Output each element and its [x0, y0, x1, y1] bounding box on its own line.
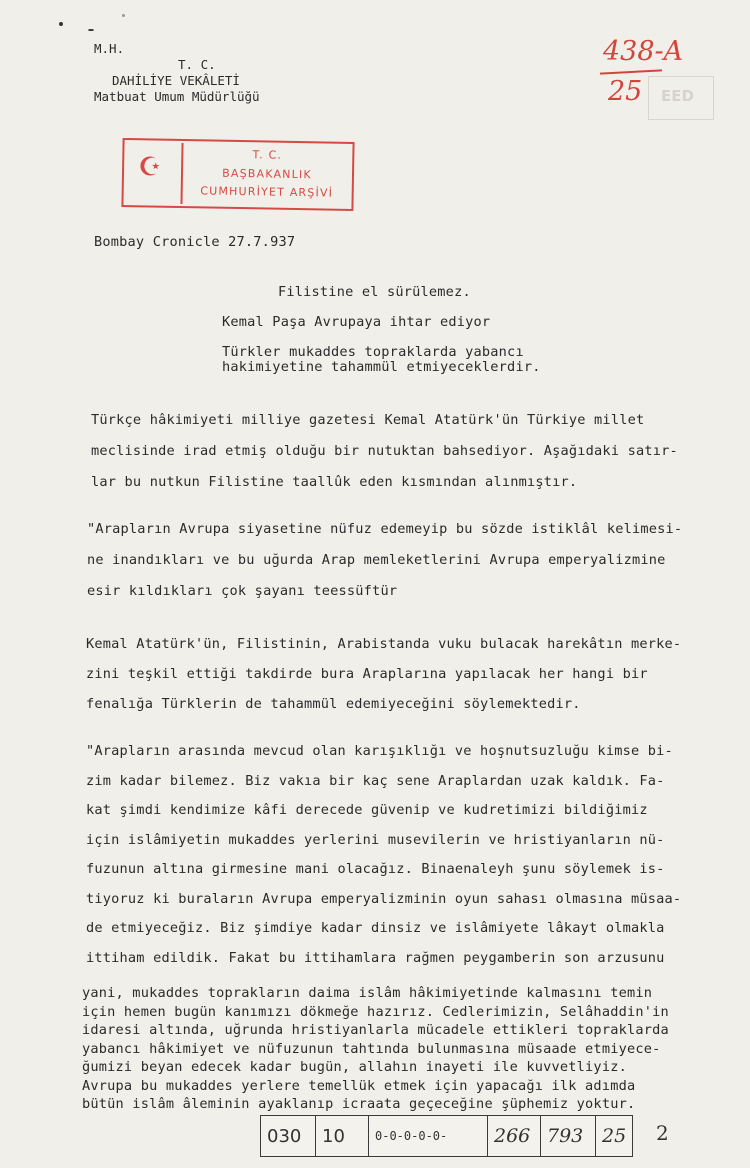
text-line: idaresi altında, uğrunda hristiyanlarla mücadele ettikleri topraklarda [82, 1022, 669, 1038]
headline-subtitle: Kemal Paşa Avrupaya ihtar ediyor [222, 314, 491, 330]
text-line: Türkçe hâkimiyeti milliye gazetesi Kemal Atatürk'ün Türkiye millet [91, 412, 645, 428]
crescent-star-icon: ☪ [137, 152, 162, 183]
text-line: için hemen bugün kanımızı dökmeğe hazırız. Cedlerimizin, Selâhaddin'in [82, 1003, 669, 1020]
text-line: fuzunun altına girmesine mani olacağız. Binaenaleyh şunu söylemek is- [86, 861, 665, 877]
text-line: lar bu nutkun Filistine taallûk eden kısmından alınmıştır. [91, 474, 578, 490]
text-line: fenalığa Türklerin de tahammül edemiyeceğini söylemektedir. [86, 696, 581, 712]
code-file: 793 [541, 1116, 596, 1156]
stamp-tc: T. C. [252, 148, 283, 162]
text-line: ne inandıkları ve bu uğurda Arap memleketlerini Avrupa emperyalizmine [87, 552, 666, 568]
corner-mark [122, 14, 125, 17]
text-line: tiyoruz ki buraların Avrupa emperyalizminin oyun sahası olmasına müsaa- [86, 890, 682, 907]
headline-line4: hakimiyetine tahammül etmiyeceklerdir. [222, 359, 541, 375]
text-line: ğumizi beyan edecek kadar bugün, allahın inayeti ile kuvvetliyiz. [82, 1059, 627, 1075]
stamp-line2: CUMHURİYET ARŞİVİ [200, 184, 334, 200]
text-line: yani, mukaddes toprakların daima islâm hâkimiyetinde kalmasını temin [82, 985, 653, 1001]
text-line: için islâmiyetin mukaddes yerlerini musevilerin ve hristiyanların nü- [86, 831, 665, 848]
corner-mark [88, 29, 94, 31]
text-line: kat şimdi kendimize kâfi derecede güvenip ve kudretimizi bildiğimiz [86, 802, 648, 818]
text-line: yabancı hâkimiyet ve nüfuzunun tahtında bulunmasına müsaade etmiyece- [82, 1040, 661, 1057]
file-ref-underline [600, 69, 662, 74]
text-line: esir kıldıkları çok şayanı teessüftür [87, 583, 398, 599]
text-line: meclisinde irad etmiş olduğu bir nutuktan bahsediyor. Aşağıdaki satır- [91, 443, 678, 459]
paragraph-1 [91, 405, 678, 498]
paragraph-5 [82, 984, 669, 1114]
archive-stamp [121, 138, 354, 211]
header-initials: M.H. [94, 41, 125, 56]
stamp-line1: BAŞBAKANLIK [222, 166, 312, 182]
text-line: ittiham edildik. Fakat bu ittihamlara rağmen peygamberin son arzusunu [86, 949, 665, 966]
page-number: 2 [656, 1121, 669, 1145]
text-line: Kemal Atatürk'ün, Filistinin, Arabistanda vuku bulacak harekâtın merke- [86, 636, 682, 652]
code-fond: 030 [261, 1116, 316, 1156]
text-line: zini teşkil ettiği takdirde bura Araplarına yapılacak her hangi bir [86, 666, 648, 682]
header-ministry: DAHİLİYE VEKÂLETİ [112, 73, 240, 88]
headline-title: Filistine el sürülemez. [278, 284, 471, 300]
text-line: bütün islâm âleminin ayaklanıp icraata geçeceğine şüphemiz yoktur. [82, 1096, 636, 1112]
ghost-stamp-text: EED [661, 87, 694, 105]
header-tc: T. C. [178, 57, 216, 72]
code-box: 266 [488, 1116, 541, 1156]
ghost-stamp [648, 76, 714, 120]
text-line: zim kadar bilemez. Biz vakıa bir kaç sene Araplardan uzak kaldık. Fa- [86, 772, 665, 789]
paragraph-4 [86, 737, 681, 973]
headline-line3: Türkler mukaddes topraklarda yabancı [222, 344, 524, 360]
file-ref-sub: 25 [608, 76, 643, 107]
text-line: Avrupa bu mukaddes yerlere temellük etmek için yapacağı ilk adımda [82, 1077, 636, 1094]
corner-mark [59, 22, 63, 26]
text-line: "Arapların Avrupa siyasetine nüfuz edemeyip bu sözde istiklâl kelimesi- [87, 521, 683, 537]
header-directorate: Matbuat Umum Müdürlüğü [94, 89, 260, 104]
file-ref-number: 438-A [603, 36, 684, 67]
stamp-divider [180, 143, 183, 204]
code-item: 25 [602, 1125, 627, 1147]
code-series: 10 [316, 1116, 369, 1156]
source-line: Bombay Cronicle 27.7.937 [94, 234, 296, 250]
text-line: "Arapların arasında mevcud olan karışıklığı ve hoşnutsuzluğu kimse bi- [86, 743, 673, 759]
paragraph-2 [87, 514, 682, 607]
code-sub: 0-0-0-0-0- [369, 1116, 488, 1156]
paragraph-3 [86, 629, 681, 719]
archive-code-bar [260, 1115, 633, 1157]
text-line: de etmiyeceğiz. Biz şimdiye kadar dinsiz ve islâmiyete lâkayt olmakla [86, 920, 665, 936]
